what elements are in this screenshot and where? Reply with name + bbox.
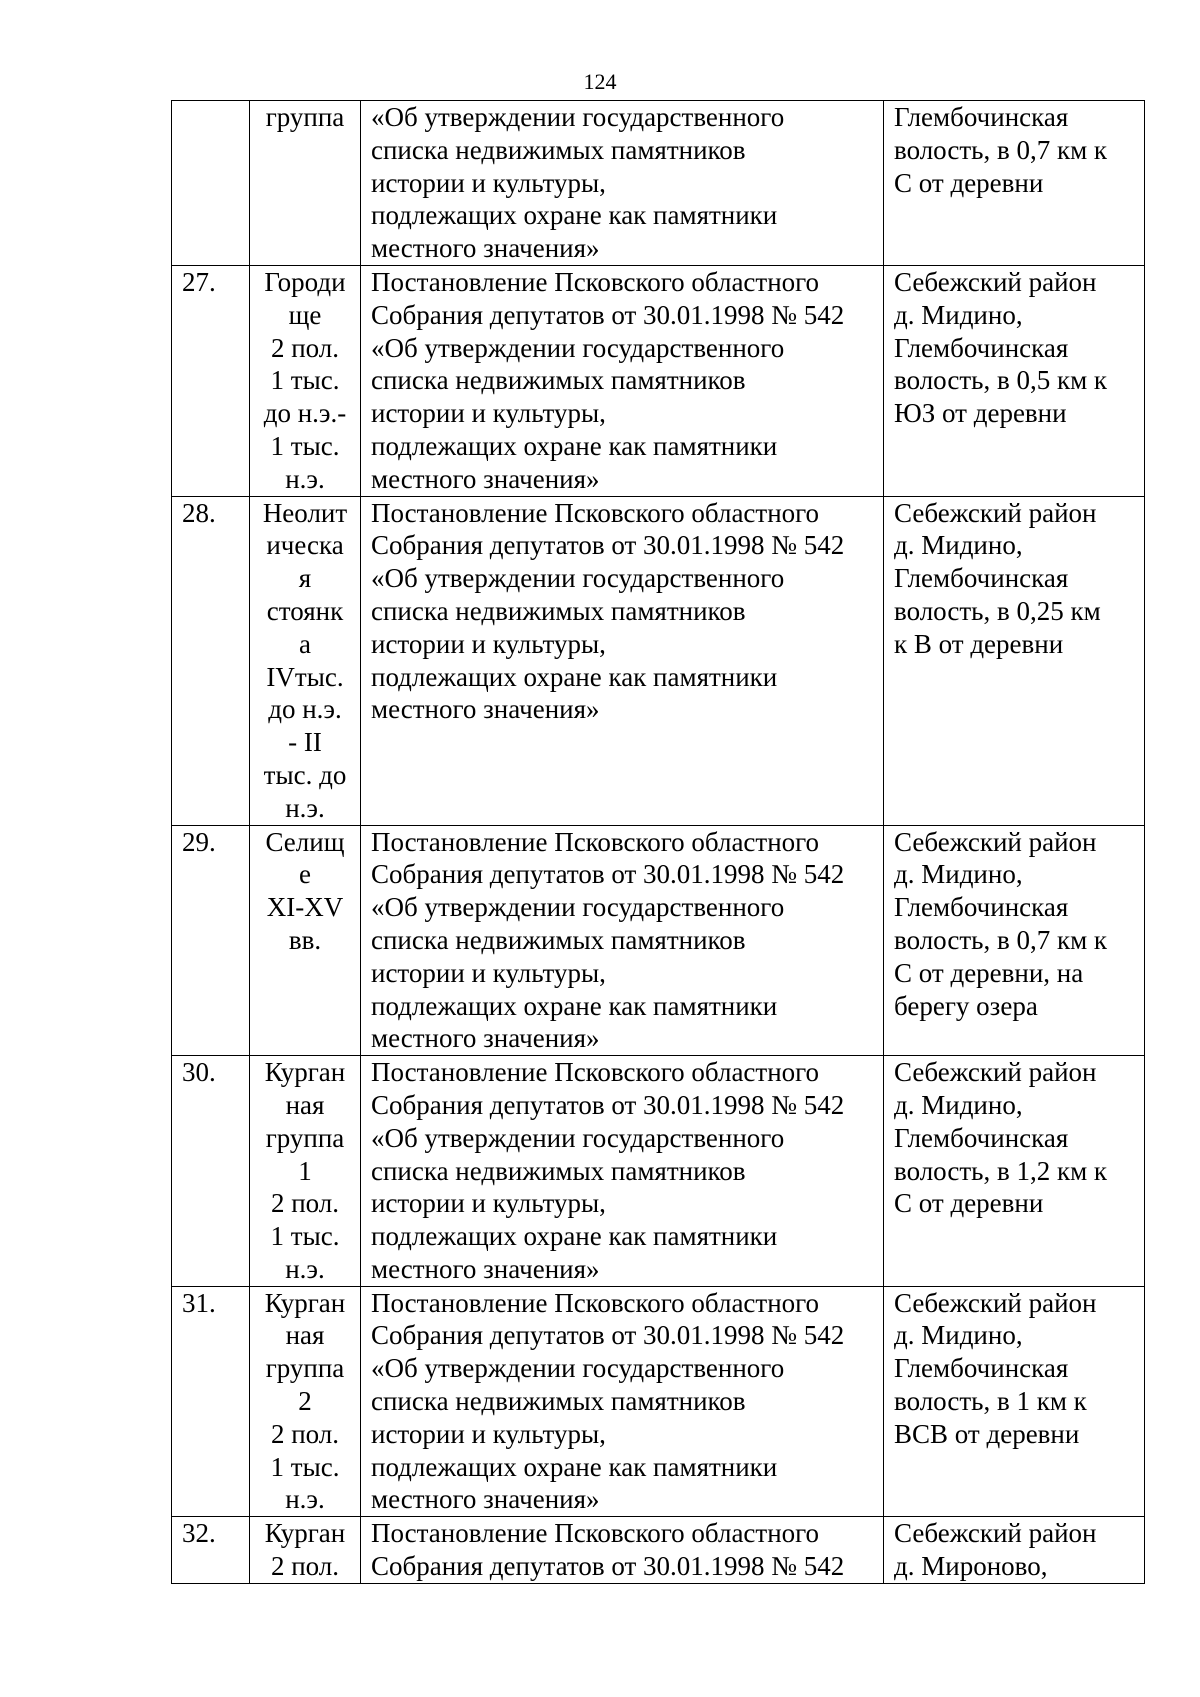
object-name-line: 2 пол.	[270, 332, 340, 363]
legal-document-line: списка недвижимых памятников	[371, 365, 746, 396]
object-name-line: ная	[285, 1320, 325, 1351]
location-cell	[884, 265, 1145, 496]
location-line: Глембочинская	[894, 563, 1069, 594]
legal-document-line: Собрания депутатов от 30.01.1998 № 542	[371, 530, 845, 561]
object-name-line: Курган	[264, 1287, 346, 1318]
legal-document-line: «Об утверждении государственного	[371, 102, 785, 132]
location-line: С от деревни	[894, 167, 1044, 198]
row-number: 32.	[182, 1518, 216, 1549]
object-name-line: 2 пол.	[270, 1188, 340, 1219]
legal-document-line: Собрания депутатов от 30.01.1998 № 542	[371, 859, 845, 890]
location-cell	[884, 1286, 1145, 1517]
location-line: д. Мидино,	[894, 299, 1023, 330]
location-cell	[884, 1056, 1145, 1287]
legal-document-line: Постановление Псковского областного	[371, 266, 820, 297]
object-name-cell	[250, 496, 361, 825]
row-number-cell	[172, 496, 250, 825]
object-name-line: группа	[265, 1122, 345, 1153]
location-line: ВСВ от деревни	[894, 1418, 1080, 1449]
location-cell	[884, 496, 1145, 825]
object-name-line: IVтыс.	[266, 661, 344, 692]
legal-document-line: истории и культуры,	[371, 628, 606, 659]
page-number: 124	[583, 69, 617, 94]
legal-document-line: подлежащих охране как памятники	[371, 430, 778, 461]
object-name-line: XI-XV	[266, 892, 344, 923]
object-name-cell	[250, 1517, 361, 1584]
object-name-line: 1 тыс.	[270, 430, 340, 461]
location-line: Себежский район	[894, 826, 1097, 857]
location-line: Себежский район	[894, 266, 1097, 297]
legal-document-cell	[361, 265, 884, 496]
table-row	[172, 496, 1145, 825]
legal-document-line: списка недвижимых памятников	[371, 595, 746, 626]
legal-document-line: подлежащих охране как памятники	[371, 990, 778, 1021]
location-line: Глембочинская	[894, 1353, 1069, 1384]
object-name-line: Неолит	[262, 497, 348, 528]
legal-document-line: «Об утверждении государственного	[371, 332, 785, 363]
location-cell	[884, 1517, 1145, 1584]
object-name-line: 1	[298, 1155, 312, 1186]
legal-document-line: Собрания депутатов от 30.01.1998 № 542	[371, 1551, 845, 1582]
row-number: 28.	[182, 497, 216, 528]
legal-document-line: истории и культуры,	[371, 398, 606, 429]
legal-document-line: Собрания депутатов от 30.01.1998 № 542	[371, 1089, 845, 1120]
object-name-line: до н.э.	[268, 694, 342, 725]
legal-document-line: подлежащих охране как памятники	[371, 1451, 778, 1482]
legal-document-line: местного значения»	[371, 463, 600, 494]
table-row	[172, 825, 1145, 1056]
location-line: Глембочинская	[894, 892, 1069, 923]
legal-document-line: Постановление Псковского областного	[371, 1518, 820, 1549]
legal-document-line: Постановление Псковского областного	[371, 826, 820, 857]
legal-document-cell	[361, 101, 884, 266]
location-line: Себежский район	[894, 1057, 1097, 1088]
legal-document-cell	[361, 496, 884, 825]
monuments-table-body	[172, 101, 1145, 1584]
object-name-line: н.э.	[285, 463, 325, 494]
object-name-line: 1 тыс.	[270, 1221, 340, 1252]
legal-document-line: Собрания депутатов от 30.01.1998 № 542	[371, 299, 845, 330]
object-name-line: группа	[265, 102, 345, 132]
legal-document-line: «Об утверждении государственного	[371, 1353, 785, 1384]
location-line: д. Мидино,	[894, 1320, 1023, 1351]
row-number: 30.	[182, 1057, 216, 1088]
legal-document-line: списка недвижимых памятников	[371, 1155, 746, 1186]
legal-document-line: местного значения»	[371, 1023, 600, 1054]
object-name-cell	[250, 825, 361, 1056]
object-name-cell	[250, 1286, 361, 1517]
location-line: С от деревни	[894, 1188, 1044, 1219]
location-line: волость, в 1,2 км к	[894, 1155, 1108, 1186]
object-name-line: ная	[285, 1089, 325, 1120]
object-name-cell	[250, 101, 361, 266]
row-number: 31.	[182, 1287, 216, 1318]
legal-document-cell	[361, 1056, 884, 1287]
legal-document-line: местного значения»	[371, 1253, 600, 1284]
legal-document-line: местного значения»	[371, 694, 600, 725]
legal-document-line: списка недвижимых памятников	[371, 134, 746, 165]
legal-document-cell	[361, 1286, 884, 1517]
row-number-cell	[172, 1517, 250, 1584]
legal-document-cell	[361, 1517, 884, 1584]
row-number: 29.	[182, 826, 216, 857]
object-name-cell	[250, 1056, 361, 1287]
row-number-cell	[172, 101, 250, 266]
location-line: д. Мироново,	[894, 1551, 1048, 1582]
legal-document-cell	[361, 825, 884, 1056]
object-name-line: 2 пол.	[270, 1551, 340, 1582]
object-name-line: ическа	[266, 530, 344, 561]
legal-document-line: истории и культуры,	[371, 1188, 606, 1219]
object-name-line: до н.э.-	[263, 398, 347, 429]
location-line: к В от деревни	[894, 628, 1064, 659]
object-name-line: я	[298, 563, 312, 594]
legal-document-line: «Об утверждении государственного	[371, 1122, 785, 1153]
legal-document-line: «Об утверждении государственного	[371, 563, 785, 594]
object-name-line: группа	[265, 1353, 345, 1384]
object-name-line: 1 тыс.	[270, 365, 340, 396]
legal-document-line: истории и культуры,	[371, 957, 606, 988]
legal-document-line: подлежащих охране как памятники	[371, 200, 778, 231]
legal-document-line: подлежащих охране как памятники	[371, 661, 778, 692]
table-row	[172, 1517, 1145, 1584]
location-line: волость, в 0,25 км	[894, 595, 1101, 626]
location-line: Себежский район	[894, 497, 1097, 528]
row-number-cell	[172, 1056, 250, 1287]
object-name-line: е	[299, 859, 311, 890]
location-cell	[884, 825, 1145, 1056]
location-line: Глембочинская	[894, 1122, 1069, 1153]
legal-document-line: местного значения»	[371, 1484, 600, 1515]
row-number-cell	[172, 265, 250, 496]
location-line: Глембочинская	[894, 332, 1069, 363]
object-name-line: н.э.	[285, 792, 325, 823]
legal-document-line: Собрания депутатов от 30.01.1998 № 542	[371, 1320, 845, 1351]
row-number: 27.	[182, 266, 216, 297]
location-line: Глембочинская	[894, 102, 1069, 132]
monuments-table	[171, 100, 1145, 1584]
legal-document-line: Постановление Псковского областного	[371, 1057, 820, 1088]
object-name-line: 2	[298, 1386, 312, 1417]
table-row	[172, 265, 1145, 496]
location-line: волость, в 0,7 км к	[894, 134, 1108, 165]
object-name-line: Курган	[264, 1518, 346, 1549]
table-row	[172, 1286, 1145, 1517]
location-line: ЮЗ от деревни	[894, 398, 1067, 429]
location-line: д. Мидино,	[894, 859, 1023, 890]
location-line: д. Мидино,	[894, 1089, 1023, 1120]
object-name-line: а	[299, 628, 311, 659]
object-name-line: стоянк	[266, 595, 344, 626]
table-row	[172, 1056, 1145, 1287]
location-line: Себежский район	[894, 1287, 1097, 1318]
object-name-line: Селищ	[265, 826, 345, 857]
object-name-line: н.э.	[285, 1253, 325, 1284]
location-line: Себежский район	[894, 1518, 1097, 1549]
table-row	[172, 101, 1145, 266]
legal-document-line: списка недвижимых памятников	[371, 924, 746, 955]
object-name-line: - II	[288, 727, 322, 758]
object-name-line: Городи	[264, 266, 346, 297]
legal-document-line: списка недвижимых памятников	[371, 1386, 746, 1417]
object-name-line: Курган	[264, 1057, 346, 1088]
location-line: волость, в 0,5 км к	[894, 365, 1108, 396]
legal-document-line: подлежащих охране как памятники	[371, 1221, 778, 1252]
object-name-line: 1 тыс.	[270, 1451, 340, 1482]
location-line: берегу озера	[894, 990, 1038, 1021]
object-name-cell	[250, 265, 361, 496]
legal-document-line: истории и культуры,	[371, 1418, 606, 1449]
object-name-line: н.э.	[285, 1484, 325, 1515]
row-number-cell	[172, 825, 250, 1056]
object-name-line: тыс. до	[263, 759, 347, 790]
legal-document-line: «Об утверждении государственного	[371, 892, 785, 923]
legal-document-line: истории и культуры,	[371, 167, 606, 198]
legal-document-line: Постановление Псковского областного	[371, 1287, 820, 1318]
object-name-line: вв.	[288, 924, 322, 955]
location-line: д. Мидино,	[894, 530, 1023, 561]
row-number-cell	[172, 1286, 250, 1517]
location-line: С от деревни, на	[894, 957, 1084, 988]
legal-document-line: местного значения»	[371, 233, 600, 264]
location-line: волость, в 0,7 км к	[894, 924, 1108, 955]
object-name-line: ще	[288, 299, 322, 330]
location-cell	[884, 101, 1145, 266]
location-line: волость, в 1 км к	[894, 1386, 1087, 1417]
object-name-line: 2 пол.	[270, 1418, 340, 1449]
legal-document-line: Постановление Псковского областного	[371, 497, 820, 528]
